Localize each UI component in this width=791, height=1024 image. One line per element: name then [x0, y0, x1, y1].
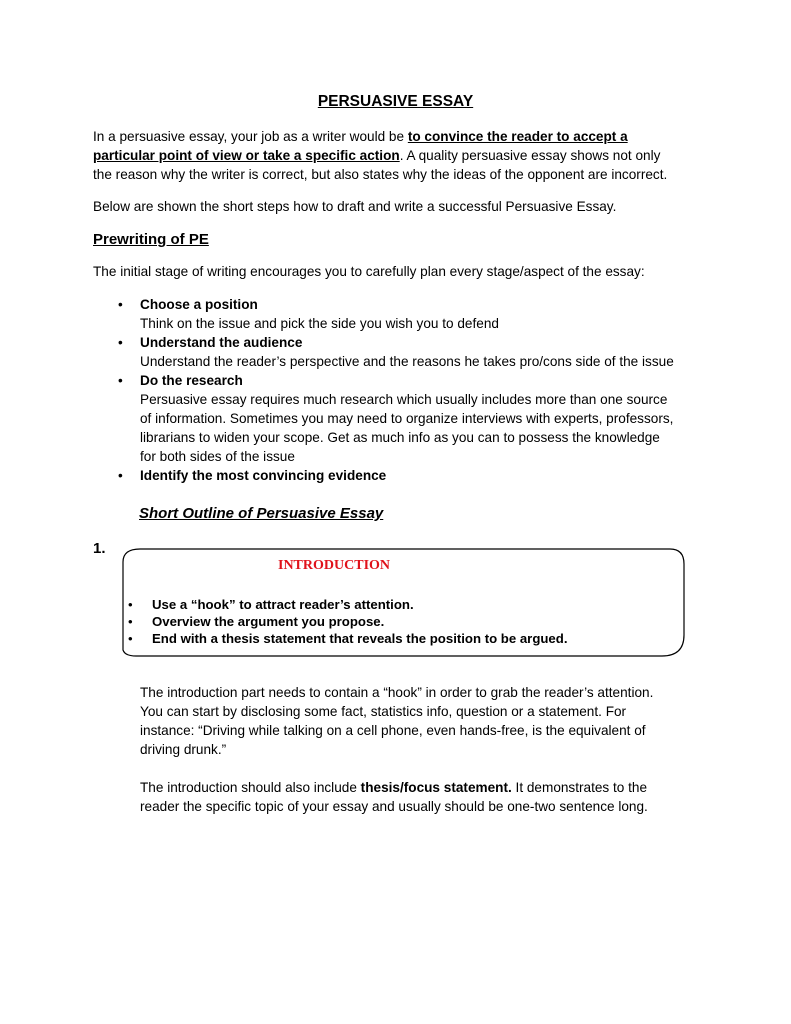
intro-emphasis-2: particular point of view or take a specific action: [93, 148, 400, 163]
list-item: [118, 466, 674, 485]
thesis-bold: thesis/focus statement.: [360, 780, 512, 795]
bullet-icon: •: [118, 335, 123, 350]
thesis-paragraph: [140, 778, 648, 816]
intro-explanation-line: instance: “Driving while talking on a cell phone, even hands-free, is the equivalent of: [140, 723, 646, 738]
introduction-label: INTRODUCTION: [278, 558, 391, 573]
list-item-desc: Persuasive essay requires much research which usually includes more than one source: [140, 392, 668, 407]
intro-line-3: the reason why the writer is correct, but also states why the ideas of the opponent are incorrect.: [93, 167, 668, 182]
intro-line-2: [93, 146, 713, 165]
list-item: [118, 333, 674, 371]
intro-explanation-line: You can start by disclosing some fact, statistics info, question or a statement. For: [140, 704, 627, 719]
bullet-icon: •: [118, 297, 123, 312]
thesis-text-2: It demonstrates to the: [511, 780, 648, 795]
thesis-line-1: [140, 778, 648, 797]
list-item-title: Choose a position: [140, 297, 258, 312]
intro-explanation-line: The introduction part needs to contain a “hook” in order to grab the reader’s attention.: [140, 685, 654, 700]
list-item: [128, 596, 567, 613]
list-item-desc: librarians to widen your scope. Get as much info as you can to possess the knowledge: [140, 430, 660, 445]
prewriting-list: [118, 295, 674, 485]
intro-text-2: . A quality persuasive essay shows not only: [399, 148, 661, 163]
list-item: [128, 613, 567, 630]
list-item-desc: for both sides of the issue: [140, 449, 295, 464]
thesis-line-2: reader the specific topic of your essay and usually should be one-two sentence long.: [140, 799, 648, 814]
list-item-title: Identify the most convincing evidence: [140, 468, 387, 483]
list-item-text: End with a thesis statement that reveals the position to be argued.: [152, 631, 568, 646]
list-item-desc: Think on the issue and pick the side you wish you to defend: [140, 316, 499, 331]
intro-emphasis-1: to convince the reader to accept a: [407, 129, 628, 144]
list-item-desc: Understand the reader’s perspective and the reasons he takes pro/cons side of the issue: [140, 354, 674, 369]
list-item: [118, 295, 674, 333]
steps-intro: Below are shown the short steps how to draft and write a successful Persuasive Essay.: [93, 199, 617, 214]
intro-text-1: In a persuasive essay, your job as a writer would be: [93, 129, 408, 144]
list-item: [118, 371, 674, 466]
bullet-icon: •: [118, 373, 123, 388]
outline-title: Short Outline of Persuasive Essay: [139, 505, 384, 522]
bullet-icon: •: [128, 597, 133, 612]
bullet-icon: •: [128, 614, 133, 629]
bullet-icon: •: [128, 631, 133, 646]
list-item-title: Do the research: [140, 373, 243, 388]
list-item: [128, 630, 567, 647]
list-item-title: Understand the audience: [140, 335, 303, 350]
thesis-text-1: The introduction should also include: [140, 780, 361, 795]
intro-explanation: [140, 683, 653, 759]
outline-number: 1.: [93, 540, 106, 557]
prewriting-intro: The initial stage of writing encourages you to carefully plan every stage/aspect of the essay:: [93, 264, 645, 279]
intro-explanation-line: driving drunk.”: [140, 742, 227, 757]
introduction-list: [128, 596, 567, 647]
bullet-icon: •: [118, 468, 123, 483]
page-title: PERSUASIVE ESSAY: [317, 93, 474, 110]
intro-line-1: [93, 127, 713, 146]
list-item-desc: of information. Sometimes you may need to organize interviews with experts, professors,: [140, 411, 674, 426]
intro-paragraph: [93, 127, 713, 184]
list-item-text: Overview the argument you propose.: [152, 614, 385, 629]
prewriting-heading: Prewriting of PE: [93, 231, 209, 248]
list-item-text: Use a “hook” to attract reader’s attention.: [152, 597, 414, 612]
